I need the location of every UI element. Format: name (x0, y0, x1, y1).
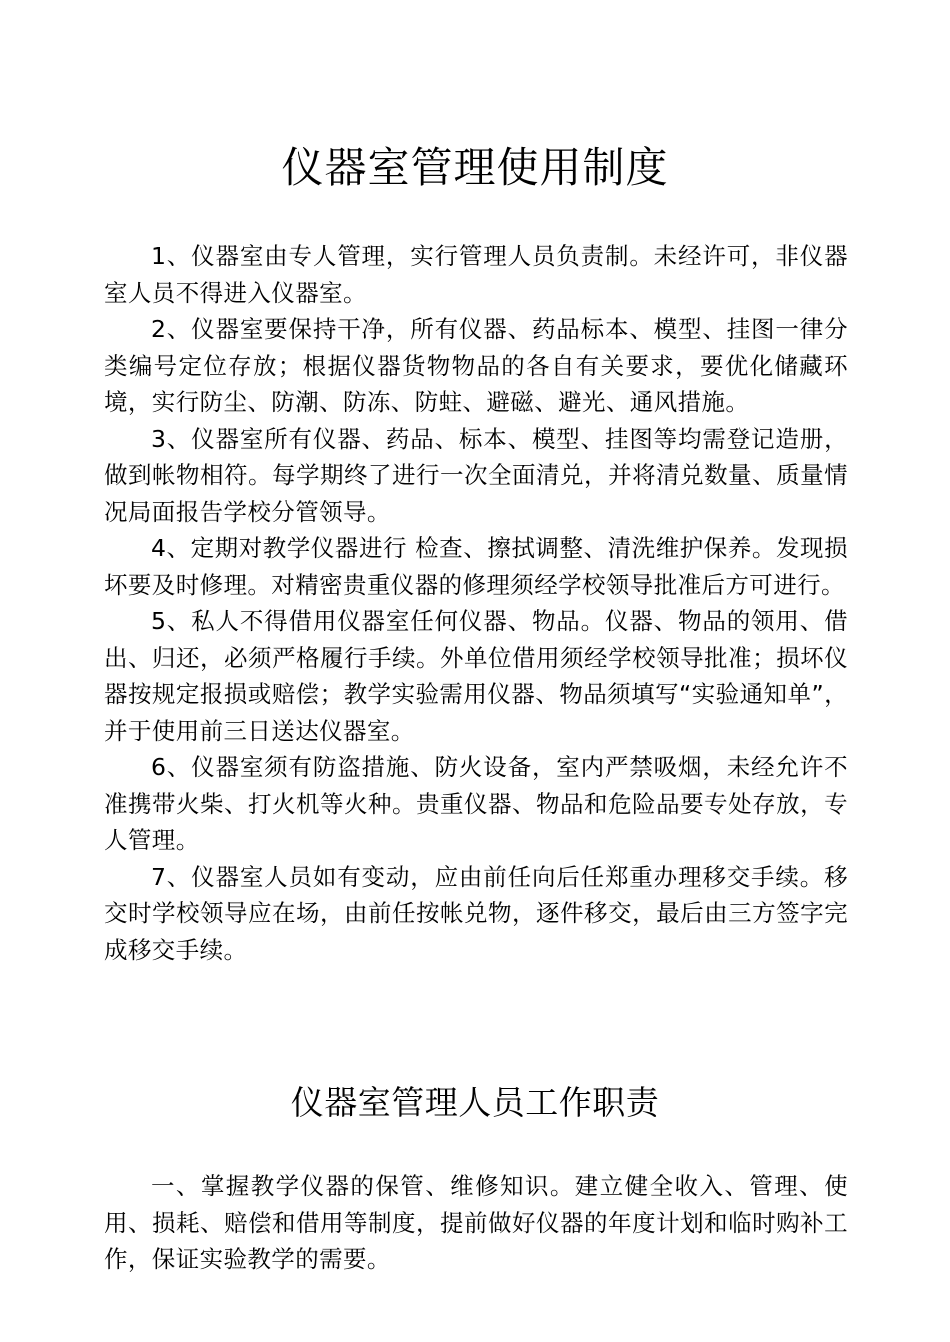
rule-paragraph-1: 1、仪器室由专人管理，实行管理人员负责制。未经许可，非仪器室人员不得进入仪器室。 (104, 242, 848, 307)
rules-section (104, 238, 848, 968)
rule-paragraph-5: 5、私人不得借用仪器室任何仪器、物品。仪器、物品的领用、借出、归还，必须严格履行手续。外单位借用须经学校领导批准；损坏仪器按规定报损或赔偿；教学实验需用仪器、物品须填写“实验通知单”，并于使用前三日送达仪器室。 (104, 607, 848, 745)
section-subtitle: 仪器室管理人员工作职责 (290, 1083, 660, 1122)
duties-section (104, 1168, 848, 1278)
rule-paragraph-4: 4、定期对教学仪器进行 检查、擦拭调整、清洗维护保养。发现损坏要及时修理。对精密贵重仪器的修理须经学校领导批准后方可进行。 (104, 534, 848, 599)
duty-paragraph-1: 一、掌握教学仪器的保管、维修知识。建立健全收入、管理、使用、损耗、赔偿和借用等制度，提前做好仪器的年度计划和临时购补工作，保证实验教学的需要。 (104, 1172, 848, 1273)
rule-paragraph-2: 2、仪器室要保持干净，所有仪器、药品标本、模型、挂图一律分类编号定位存放；根据仪器货物物品的各自有关要求，要优化储藏环境，实行防尘、防潮、防冻、防蛀、避磁、避光、通风措施。 (104, 315, 848, 416)
rule-paragraph-7: 7、仪器室人员如有变动，应由前任向后任郑重办理移交手续。移交时学校领导应在场，由前任按帐兑物，逐件移交，最后由三方签字完成移交手续。 (104, 862, 848, 964)
rule-paragraph-6: 6、仪器室须有防盗措施、防火设备，室内严禁吸烟，未经允许不准携带火柴、打火机等火种。贵重仪器、物品和危险品要专处存放，专人管理。 (104, 753, 848, 854)
document-title: 仪器室管理使用制度 (281, 143, 669, 192)
rule-paragraph-3: 3、仪器室所有仪器、药品、标本、模型、挂图等均需登记造册，做到帐物相符。每学期终了进行一次全面清兑，并将清兑数量、质量情况局面报告学校分管领导。 (104, 424, 848, 526)
